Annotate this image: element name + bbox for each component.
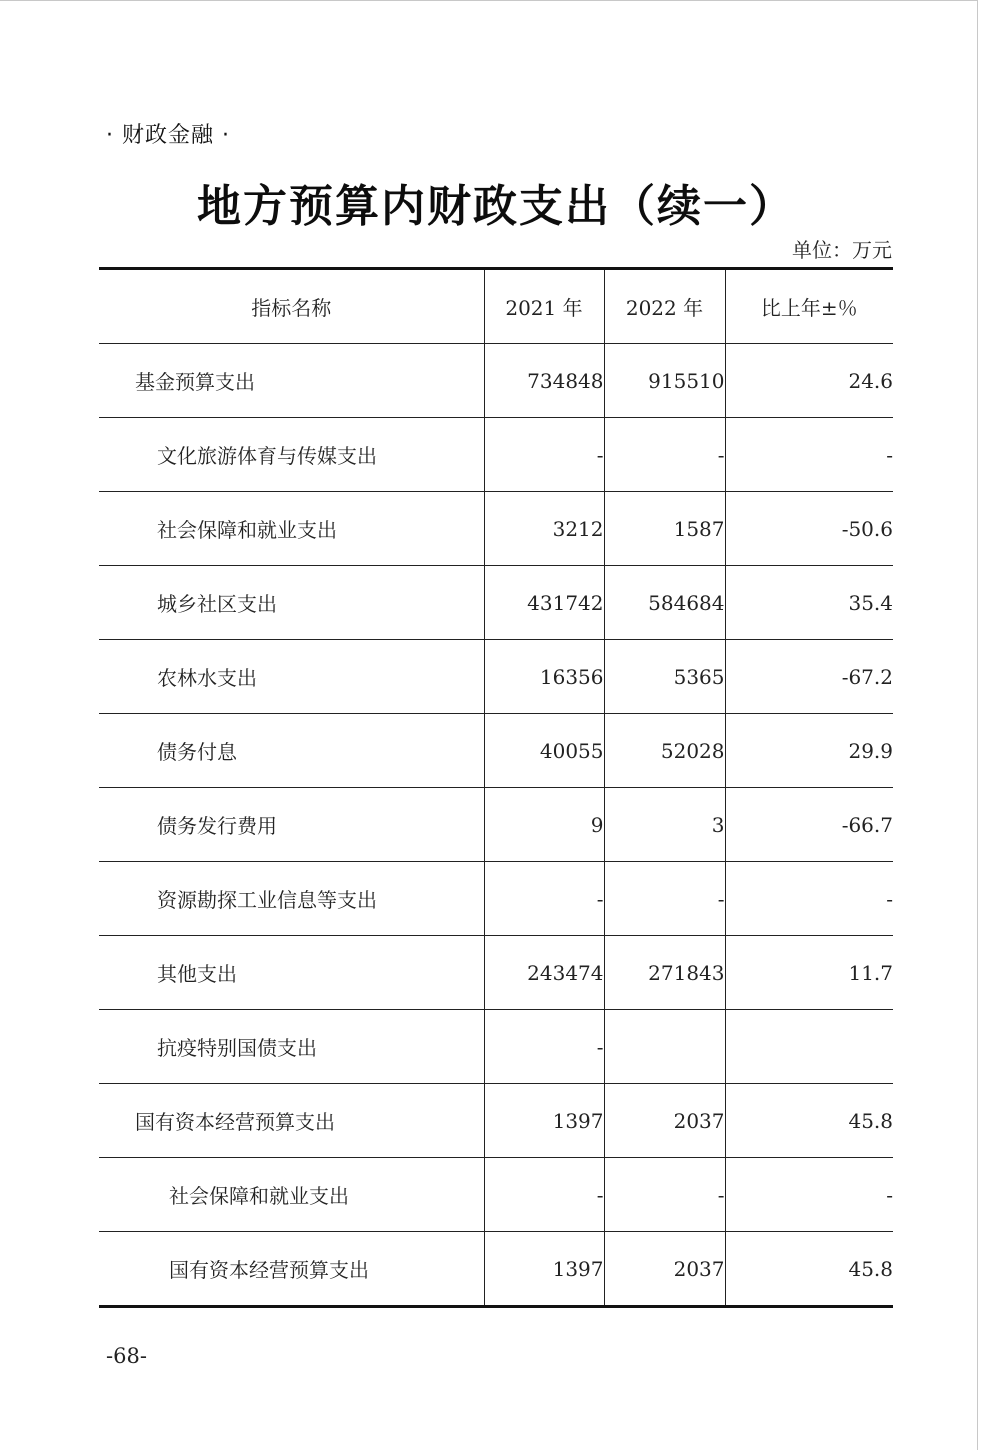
table-row bbox=[99, 640, 893, 714]
row-value-2022: 1587 bbox=[604, 492, 725, 566]
row-name: 债务发行费用 bbox=[99, 788, 484, 862]
row-name: 国有资本经营预算支出 bbox=[99, 1084, 484, 1158]
row-value-2021: 40055 bbox=[484, 714, 604, 788]
row-value-2021: 1397 bbox=[484, 1084, 604, 1158]
row-change bbox=[725, 1010, 893, 1084]
row-value-2022: 52028 bbox=[604, 714, 725, 788]
row-change: - bbox=[725, 862, 893, 936]
row-value-2021: 734848 bbox=[484, 344, 604, 418]
header-year-2021: 2021 年 bbox=[484, 269, 604, 344]
row-name: 农林水支出 bbox=[99, 640, 484, 714]
row-value-2022: 3 bbox=[604, 788, 725, 862]
row-name: 其他支出 bbox=[99, 936, 484, 1010]
row-value-2022: 915510 bbox=[604, 344, 725, 418]
table-row bbox=[99, 1158, 893, 1232]
row-name: 社会保障和就业支出 bbox=[99, 1158, 484, 1232]
table-row bbox=[99, 714, 893, 788]
header-indicator-name: 指标名称 bbox=[99, 269, 484, 344]
row-value-2022: - bbox=[604, 1158, 725, 1232]
unit-label: 单位：万元 bbox=[792, 238, 892, 262]
row-name: 城乡社区支出 bbox=[99, 566, 484, 640]
table-row bbox=[99, 418, 893, 492]
header-change-percent: 比上年±％ bbox=[725, 269, 893, 344]
row-value-2021: 243474 bbox=[484, 936, 604, 1010]
row-change: 45.8 bbox=[725, 1232, 893, 1307]
row-value-2021: - bbox=[484, 862, 604, 936]
row-change: 29.9 bbox=[725, 714, 893, 788]
row-value-2022: - bbox=[604, 862, 725, 936]
table-row bbox=[99, 936, 893, 1010]
row-value-2021: - bbox=[484, 1010, 604, 1084]
page-number: -68- bbox=[106, 1344, 147, 1368]
row-value-2021: 1397 bbox=[484, 1232, 604, 1307]
table-row bbox=[99, 1232, 893, 1307]
row-change: -67.2 bbox=[725, 640, 893, 714]
row-change: -66.7 bbox=[725, 788, 893, 862]
table-row bbox=[99, 1084, 893, 1158]
table-row bbox=[99, 1010, 893, 1084]
header-year-2022: 2022 年 bbox=[604, 269, 725, 344]
row-change: 45.8 bbox=[725, 1084, 893, 1158]
row-value-2021: - bbox=[484, 418, 604, 492]
row-value-2022: 2037 bbox=[604, 1232, 725, 1307]
row-name: 资源勘探工业信息等支出 bbox=[99, 862, 484, 936]
row-value-2022: 271843 bbox=[604, 936, 725, 1010]
row-name: 基金预算支出 bbox=[99, 344, 484, 418]
row-value-2022: - bbox=[604, 418, 725, 492]
table-row bbox=[99, 788, 893, 862]
row-change: - bbox=[725, 418, 893, 492]
row-name: 文化旅游体育与传媒支出 bbox=[99, 418, 484, 492]
row-value-2021: 431742 bbox=[484, 566, 604, 640]
row-change: 35.4 bbox=[725, 566, 893, 640]
row-name: 国有资本经营预算支出 bbox=[169, 1258, 369, 1282]
row-change: 24.6 bbox=[725, 344, 893, 418]
row-change: - bbox=[725, 1158, 893, 1232]
row-value-2022: 584684 bbox=[604, 566, 725, 640]
row-value-2022: 5365 bbox=[604, 640, 725, 714]
row-name: 抗疫特别国债支出 bbox=[99, 1010, 484, 1084]
table-row bbox=[99, 862, 893, 936]
row-value-2021: 3212 bbox=[484, 492, 604, 566]
table-header-row bbox=[99, 269, 893, 344]
row-value-2021: 9 bbox=[484, 788, 604, 862]
row-value-2022 bbox=[604, 1010, 725, 1084]
row-change: 11.7 bbox=[725, 936, 893, 1010]
table-row bbox=[99, 492, 893, 566]
expenditure-table bbox=[99, 267, 893, 1308]
row-name: 债务付息 bbox=[99, 714, 484, 788]
page-title: 地方预算内财政支出（续一） bbox=[197, 181, 795, 232]
table-row bbox=[99, 566, 893, 640]
row-value-2021: - bbox=[484, 1158, 604, 1232]
row-value-2022: 2037 bbox=[604, 1084, 725, 1158]
row-value-2021: 16356 bbox=[484, 640, 604, 714]
row-name: 社会保障和就业支出 bbox=[99, 492, 484, 566]
row-change: -50.6 bbox=[725, 492, 893, 566]
table-row bbox=[99, 344, 893, 418]
section-label: · 财政金融 · bbox=[106, 123, 230, 148]
